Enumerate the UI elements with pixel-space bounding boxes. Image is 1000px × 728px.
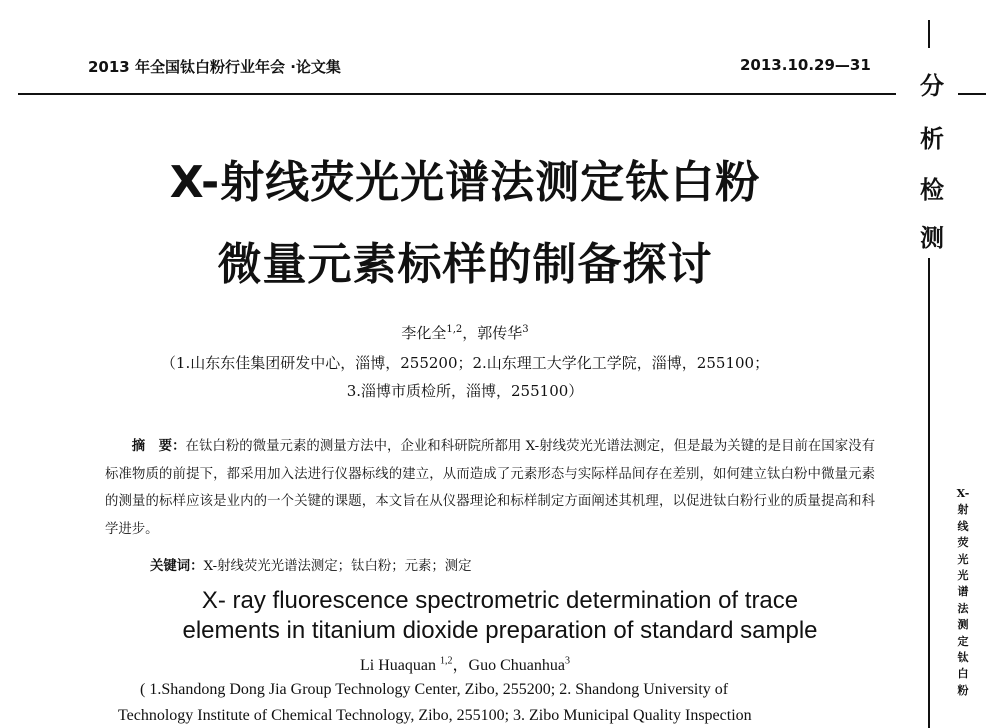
author-separator: ， xyxy=(462,324,478,342)
affiliation-zh-line-2: 3.淄博市质检所，淄博，255100） xyxy=(346,382,584,400)
running-header-left: 2013 年全国钛白粉行业年会 ·论文集 xyxy=(88,58,341,76)
author-en-2-affil: 3 xyxy=(564,655,570,667)
author-1: 李化全 xyxy=(401,324,447,342)
keywords xyxy=(150,555,472,574)
authors-en xyxy=(0,652,930,675)
abstract xyxy=(105,433,875,543)
author-en-separator: ， xyxy=(452,657,469,674)
running-header-date: 2013.10.29—31 xyxy=(740,56,871,74)
author-1-affil: 1,2 xyxy=(446,324,463,335)
author-en-1: Li Huaquan xyxy=(360,657,441,674)
affiliation-en-line-2: Technology Institute of Chemical Technology, Zibo, 255100; 3. Zibo Municipal Quality Inspection xyxy=(118,707,752,724)
paper-title-line-2: 微量元素标样的制备探讨 xyxy=(217,239,713,290)
abstract-label: 摘 要： xyxy=(131,438,186,454)
author-en-2: Guo Chuanhua xyxy=(468,657,565,674)
paper-title-line-1: X-射线荧光光谱法测定钛白粉 xyxy=(169,157,761,208)
keywords-label: 关键词： xyxy=(150,558,204,574)
english-title-line-2: elements in titanium dioxide preparation of standard sample xyxy=(182,617,818,644)
author-en-1-affil: 1,2 xyxy=(440,655,453,667)
abstract-text: 在钛白粉的微量元素的测量方法中，企业和科研院所都用 X-射线荧光光谱法测定，但是最为关键的是目前在国家没有标准物质的前提下，都采用加入法进行仪器标线的建立，从而造成了元素形态与实际样品间存在差别，如何建立钛白粉中微量元素的测量的标样应该是业内的一个关键的课题，本文旨在从仪器理论和标样制定方面阐述其机理，以促进钛白粉行业的质量提高和科学进步。 xyxy=(105,439,875,537)
keywords-text: X-射线荧光光谱法测定；钛白粉；元素；测定 xyxy=(203,559,472,574)
side-tab-line-top xyxy=(928,20,930,48)
affiliation-en-line-1: ( 1.Shandong Dong Jia Group Technology Center, Zibo, 255200; 2. Shandong University of xyxy=(140,681,729,698)
side-tab-char-3: 检 xyxy=(920,176,944,204)
author-2-affil: 3 xyxy=(522,324,529,335)
header-rule xyxy=(18,93,896,95)
side-running-title: X-射线荧光光谱法测定钛白粉 xyxy=(956,487,970,697)
side-tab-char-4: 测 xyxy=(920,224,944,252)
english-title-line-1: X- ray fluorescence spectrometric determination of trace xyxy=(201,587,799,614)
authors-zh xyxy=(0,322,930,343)
affiliation-zh-line-1: （1.山东东佳集团研发中心，淄博，255200；2.山东理工大学化工学院，淄博，255100； xyxy=(160,354,770,372)
header-rule-right xyxy=(958,93,986,95)
side-tab-char-1: 分 xyxy=(920,72,944,100)
author-2: 郭传华 xyxy=(477,324,523,342)
side-tab-char-2: 析 xyxy=(920,125,944,153)
